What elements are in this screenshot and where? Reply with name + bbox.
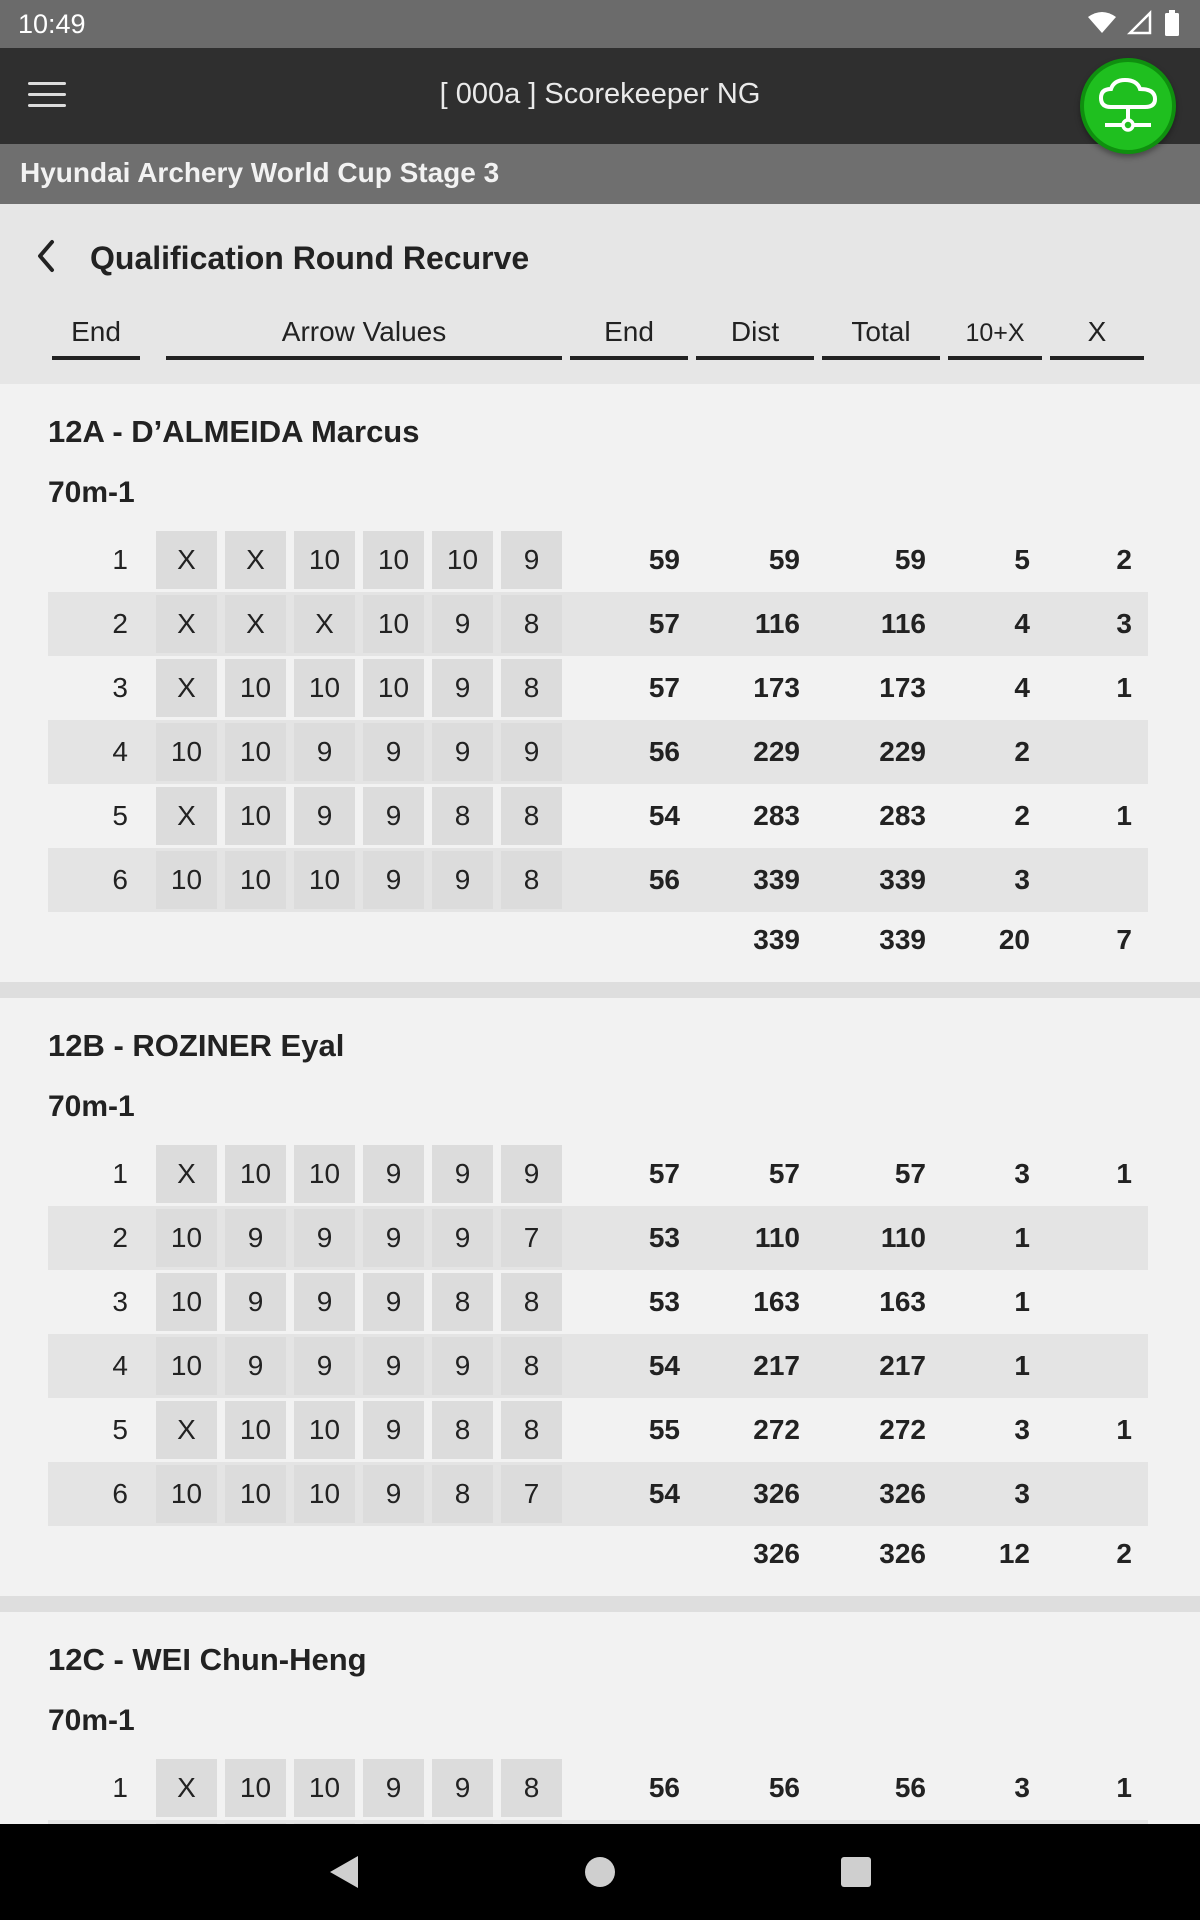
arrow-value[interactable]: 8 <box>432 787 493 845</box>
ten-plus-x-count: 3 <box>1014 1478 1030 1509</box>
end-number: 5 <box>112 800 128 831</box>
grand-dist-total: 326 <box>753 1538 800 1569</box>
arrow-value[interactable]: 9 <box>501 1145 562 1203</box>
arrow-value[interactable]: 10 <box>225 1401 286 1459</box>
end-number: 4 <box>112 736 128 767</box>
end-row[interactable] <box>48 1398 1148 1462</box>
arrow-value[interactable]: 10 <box>294 531 355 589</box>
running-total: 173 <box>879 672 926 703</box>
end-total: 57 <box>648 672 680 703</box>
arrow-value[interactable]: 10 <box>294 1145 355 1203</box>
x-count: 1 <box>1116 672 1132 703</box>
arrow-value[interactable]: 9 <box>363 1401 424 1459</box>
archer-separator <box>0 982 1200 998</box>
end-number: 6 <box>112 864 128 895</box>
running-total: 56 <box>894 1772 926 1803</box>
block-padding <box>0 1582 1200 1596</box>
end-number: 3 <box>112 672 128 703</box>
arrow-value[interactable]: 10 <box>294 659 355 717</box>
ten-plus-x-count: 3 <box>1014 864 1030 895</box>
arrow-value[interactable]: 9 <box>363 1145 424 1203</box>
archer-scorecard <box>0 384 1200 982</box>
round-title: Qualification Round Recurve <box>90 240 530 276</box>
running-total: 339 <box>879 864 926 895</box>
arrow-value[interactable]: 7 <box>501 1465 562 1523</box>
archer-name: 12C - WEI Chun-Heng <box>48 1642 367 1677</box>
navigation-bar <box>0 1824 1200 1920</box>
arrow-value[interactable]: 9 <box>432 1759 493 1817</box>
arrow-value[interactable]: 10 <box>294 1401 355 1459</box>
arrow-value[interactable]: 10 <box>225 1145 286 1203</box>
arrow-value[interactable]: 10 <box>294 1465 355 1523</box>
ten-plus-x-count: 3 <box>1014 1414 1030 1445</box>
ten-plus-x-count: 4 <box>1014 608 1030 639</box>
end-total: 56 <box>648 1772 680 1803</box>
running-total: 217 <box>879 1350 926 1381</box>
score-list[interactable] <box>0 384 1200 1824</box>
arrow-value[interactable]: 10 <box>156 723 217 781</box>
end-total: 57 <box>648 608 680 639</box>
arrow-value[interactable]: 9 <box>363 1209 424 1267</box>
end-total: 56 <box>648 736 680 767</box>
arrow-value[interactable]: 9 <box>432 595 493 653</box>
arrow-value[interactable]: 9 <box>432 1337 493 1395</box>
totals-row <box>48 1526 1148 1582</box>
arrow-value[interactable]: 8 <box>501 659 562 717</box>
end-number: 3 <box>112 1286 128 1317</box>
nav-home-icon[interactable] <box>580 1852 620 1892</box>
arrow-value[interactable]: 8 <box>432 1465 493 1523</box>
wifi-icon <box>1088 11 1116 35</box>
col-header-dist: Dist <box>696 316 814 360</box>
dist-total: 116 <box>754 608 800 639</box>
end-number: 1 <box>112 1772 128 1803</box>
arrow-value[interactable]: 9 <box>432 851 493 909</box>
status-bar <box>0 0 1200 48</box>
end-total: 54 <box>648 800 680 831</box>
arrow-value[interactable]: 10 <box>225 1465 286 1523</box>
arrow-value[interactable]: X <box>294 595 355 653</box>
running-total: 59 <box>894 544 926 575</box>
arrow-value[interactable]: 8 <box>432 1401 493 1459</box>
ten-plus-x-count: 3 <box>1014 1158 1030 1189</box>
end-number: 2 <box>112 608 128 639</box>
arrow-value[interactable]: 8 <box>501 851 562 909</box>
arrow-value[interactable]: X <box>156 1759 217 1817</box>
end-row[interactable] <box>48 1462 1148 1526</box>
grand-ten-plus-x: 20 <box>998 924 1030 955</box>
x-count: 1 <box>1116 1414 1132 1445</box>
arrow-value[interactable]: 10 <box>294 851 355 909</box>
x-count <box>1032 1462 1132 1526</box>
dist-total: 272 <box>753 1414 800 1445</box>
arrow-value[interactable]: 10 <box>432 531 493 589</box>
dist-total: 339 <box>753 864 800 895</box>
distance-label: 70m-1 <box>48 1090 135 1123</box>
dist-total: 59 <box>768 544 800 575</box>
nav-back-icon[interactable] <box>324 1852 364 1892</box>
ten-plus-x-count: 2 <box>1014 800 1030 831</box>
end-number: 2 <box>112 1222 128 1253</box>
arrow-value[interactable]: 9 <box>294 787 355 845</box>
x-count: 1 <box>1116 1772 1132 1803</box>
end-total: 54 <box>648 1478 680 1509</box>
running-total: 326 <box>879 1478 926 1509</box>
arrow-value[interactable]: 8 <box>501 1273 562 1331</box>
end-number: 6 <box>112 1478 128 1509</box>
arrow-value[interactable]: 8 <box>501 1401 562 1459</box>
x-count: 1 <box>1116 1158 1132 1189</box>
arrow-value[interactable]: X <box>225 531 286 589</box>
arrow-value[interactable]: 9 <box>225 1209 286 1267</box>
x-count <box>1032 1334 1132 1398</box>
arrow-value[interactable]: 10 <box>363 659 424 717</box>
dist-total: 229 <box>753 736 800 767</box>
arrow-value[interactable]: 10 <box>363 595 424 653</box>
cloud-sync-button[interactable] <box>1080 58 1176 154</box>
col-header-arrow-values: Arrow Values <box>166 316 562 360</box>
end-row[interactable] <box>48 592 1148 656</box>
end-row[interactable] <box>48 1270 1148 1334</box>
arrow-value[interactable]: 9 <box>363 851 424 909</box>
round-header <box>0 204 1200 384</box>
cloud-network-icon <box>1097 77 1159 135</box>
running-total: 229 <box>879 736 926 767</box>
grand-total: 339 <box>879 924 926 955</box>
status-time: 10:49 <box>18 9 86 39</box>
running-total: 283 <box>879 800 926 831</box>
grand-dist-total: 339 <box>753 924 800 955</box>
grand-x-count: 2 <box>1116 1538 1132 1569</box>
arrow-value[interactable]: 9 <box>501 531 562 589</box>
arrow-value[interactable]: 9 <box>363 787 424 845</box>
end-number: 4 <box>112 1350 128 1381</box>
x-count <box>1032 848 1132 912</box>
nav-recents-icon[interactable] <box>836 1852 876 1892</box>
end-total: 53 <box>648 1222 680 1253</box>
arrow-value[interactable]: 9 <box>294 1273 355 1331</box>
arrow-value[interactable]: 9 <box>432 723 493 781</box>
end-row[interactable] <box>48 1206 1148 1270</box>
x-count <box>1032 1270 1132 1334</box>
dist-total: 173 <box>753 672 800 703</box>
arrow-value[interactable]: 10 <box>156 1465 217 1523</box>
archer-name: 12A - D’ALMEIDA Marcus <box>48 414 420 449</box>
back-arrow-icon[interactable] <box>30 234 62 278</box>
end-total: 55 <box>648 1414 680 1445</box>
totals-row <box>48 912 1148 968</box>
arrow-value[interactable]: X <box>156 595 217 653</box>
app-title: [ 000a ] Scorekeeper NG <box>439 78 761 110</box>
arrow-value[interactable]: 9 <box>294 723 355 781</box>
grand-ten-plus-x: 12 <box>998 1538 1030 1569</box>
col-header-x: X <box>1050 316 1144 360</box>
end-row[interactable] <box>48 528 1148 592</box>
arrow-value[interactable]: 8 <box>501 1759 562 1817</box>
arrow-value[interactable]: 10 <box>156 1209 217 1267</box>
grand-total: 326 <box>879 1538 926 1569</box>
dist-total: 110 <box>754 1222 800 1253</box>
end-row[interactable] <box>48 1756 1148 1820</box>
distance-label: 70m-1 <box>48 1704 135 1737</box>
archer-separator <box>0 1596 1200 1612</box>
arrow-value[interactable]: 10 <box>225 1759 286 1817</box>
running-total: 57 <box>894 1158 926 1189</box>
end-number: 1 <box>112 1158 128 1189</box>
end-number: 1 <box>112 544 128 575</box>
arrow-value[interactable]: 8 <box>432 1273 493 1331</box>
arrow-value[interactable]: X <box>156 1401 217 1459</box>
arrow-value[interactable]: 10 <box>225 787 286 845</box>
end-total: 59 <box>648 544 680 575</box>
end-total: 54 <box>648 1350 680 1381</box>
x-count: 2 <box>1116 544 1132 575</box>
status-icons <box>1088 10 1180 36</box>
arrow-value[interactable]: 9 <box>432 1145 493 1203</box>
arrow-value[interactable]: 7 <box>501 1209 562 1267</box>
arrow-value[interactable]: 9 <box>363 1465 424 1523</box>
end-row[interactable] <box>48 720 1148 784</box>
app-bar <box>0 48 1200 144</box>
arrow-value[interactable]: 9 <box>225 1337 286 1395</box>
archer-scorecard <box>0 998 1200 1596</box>
end-total: 53 <box>648 1286 680 1317</box>
ten-plus-x-count: 1 <box>1014 1286 1030 1317</box>
running-total: 163 <box>879 1286 926 1317</box>
arrow-value[interactable]: 10 <box>156 1337 217 1395</box>
arrow-value[interactable]: 10 <box>156 851 217 909</box>
col-header-total: Total <box>822 316 940 360</box>
arrow-value[interactable]: 10 <box>225 851 286 909</box>
dist-total: 283 <box>753 800 800 831</box>
dist-total: 56 <box>768 1772 800 1803</box>
arrow-value[interactable]: X <box>156 1145 217 1203</box>
arrow-value[interactable]: 10 <box>363 531 424 589</box>
battery-icon <box>1164 10 1180 36</box>
ten-plus-x-count: 5 <box>1014 544 1030 575</box>
arrow-value[interactable]: 10 <box>225 723 286 781</box>
grand-x-count: 7 <box>1116 924 1132 955</box>
arrow-value[interactable]: 9 <box>363 1337 424 1395</box>
arrow-value[interactable]: X <box>156 787 217 845</box>
end-total: 57 <box>648 1158 680 1189</box>
event-name: Hyundai Archery World Cup Stage 3 <box>20 157 500 188</box>
x-count: 1 <box>1116 800 1132 831</box>
arrow-value[interactable]: 9 <box>501 723 562 781</box>
ten-plus-x-count: 1 <box>1014 1350 1030 1381</box>
end-row[interactable] <box>48 1142 1148 1206</box>
arrow-value[interactable]: 10 <box>156 1273 217 1331</box>
arrow-value[interactable]: 9 <box>294 1209 355 1267</box>
dist-total: 217 <box>753 1350 800 1381</box>
arrow-value[interactable]: X <box>156 659 217 717</box>
end-row[interactable] <box>48 1334 1148 1398</box>
running-total: 116 <box>880 608 926 639</box>
end-row[interactable] <box>48 656 1148 720</box>
end-total: 56 <box>648 864 680 895</box>
col-header-end: End <box>52 316 140 360</box>
arrow-value[interactable]: 8 <box>501 595 562 653</box>
arrow-value[interactable]: 10 <box>294 1759 355 1817</box>
arrow-value[interactable]: 9 <box>294 1337 355 1395</box>
arrow-value[interactable]: 10 <box>225 659 286 717</box>
arrow-value[interactable]: 9 <box>432 659 493 717</box>
running-total: 110 <box>880 1222 926 1253</box>
x-count: 3 <box>1116 608 1132 639</box>
archer-name: 12B - ROZINER Eyal <box>48 1028 345 1063</box>
arrow-value[interactable]: 9 <box>363 1273 424 1331</box>
arrow-value[interactable]: 9 <box>363 1759 424 1817</box>
dist-total: 163 <box>753 1286 800 1317</box>
dist-total: 57 <box>768 1158 800 1189</box>
cell-signal-icon <box>1128 11 1152 35</box>
end-row[interactable] <box>48 784 1148 848</box>
arrow-value[interactable]: X <box>225 595 286 653</box>
arrow-value[interactable]: 9 <box>432 1209 493 1267</box>
distance-label: 70m-1 <box>48 476 135 509</box>
ten-plus-x-count: 1 <box>1014 1222 1030 1253</box>
end-number: 5 <box>112 1414 128 1445</box>
arrow-value[interactable]: 9 <box>225 1273 286 1331</box>
x-count <box>1032 1206 1132 1270</box>
block-padding <box>0 968 1200 982</box>
event-bar <box>0 144 1200 204</box>
col-header-ten-plus-x: 10+X <box>948 316 1042 360</box>
arrow-value[interactable]: X <box>156 531 217 589</box>
arrow-value[interactable]: 9 <box>363 723 424 781</box>
ten-plus-x-count: 2 <box>1014 736 1030 767</box>
arrow-value[interactable]: 8 <box>501 1337 562 1395</box>
ten-plus-x-count: 3 <box>1014 1772 1030 1803</box>
x-count <box>1032 720 1132 784</box>
col-header-end-total: End <box>570 316 688 360</box>
ten-plus-x-count: 4 <box>1014 672 1030 703</box>
arrow-value[interactable]: 8 <box>501 787 562 845</box>
dist-total: 326 <box>753 1478 800 1509</box>
running-total: 272 <box>879 1414 926 1445</box>
end-row[interactable] <box>48 848 1148 912</box>
